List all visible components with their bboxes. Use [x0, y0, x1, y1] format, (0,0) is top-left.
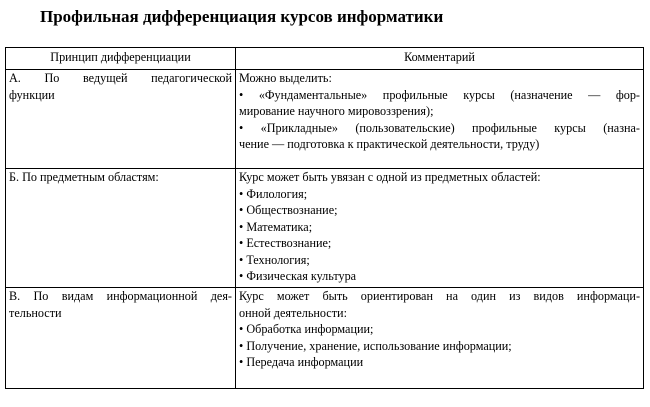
list-item: • Естествознание;	[239, 236, 332, 250]
page-title: Профильная дифференциация курсов информатики	[40, 7, 444, 26]
text-line: Курс может быть увязан с одной из предметных областей:	[239, 170, 541, 184]
differentiation-table	[5, 47, 644, 389]
principle-cell	[6, 288, 236, 389]
table-row	[6, 169, 644, 288]
table-header-row	[6, 48, 644, 70]
text-line: Курс может быть ориентирован на один из видов информаци-	[239, 289, 640, 303]
comment-cell	[236, 288, 644, 389]
list-item: • Физическая культура	[239, 269, 357, 283]
text-line: Б. По предметным областям:	[9, 170, 159, 184]
table-row	[6, 288, 644, 389]
text-line: функции	[9, 87, 55, 102]
list-item: • Филология;	[239, 186, 308, 201]
text-line: мирование научного мировоззрения);	[239, 104, 434, 118]
text-line: Можно выделить:	[239, 71, 332, 85]
list-item: • Получение, хранение, использование информации;	[239, 338, 512, 353]
list-item: • Математика;	[239, 219, 313, 234]
text-line: тельности	[9, 305, 62, 320]
list-item: • Обработка информации;	[239, 322, 374, 336]
comment-cell	[236, 70, 644, 169]
text-line: • «Прикладные» (пользовательские) профильные курсы (назна-	[239, 120, 640, 135]
principle-cell	[6, 169, 236, 288]
header-comment: Комментарий	[236, 48, 644, 70]
list-item: • Обществознание;	[239, 203, 338, 217]
text-line: чение — подготовка к практической деятельности, труду)	[239, 137, 540, 151]
text-line: • «Фундаментальные» профильные курсы (назначение — фор-	[239, 87, 640, 102]
header-principle: Принцип дифференциации	[6, 48, 236, 70]
comment-cell	[236, 169, 644, 288]
principle-cell	[6, 70, 236, 169]
text-line: А. По ведущей педагогической	[9, 71, 232, 85]
text-line: В. По видам информационной дея-	[9, 289, 232, 303]
table-row	[6, 70, 644, 169]
text-line: онной деятельности:	[239, 305, 347, 320]
list-item: • Передача информации	[239, 355, 364, 369]
list-item: • Технология;	[239, 252, 310, 267]
